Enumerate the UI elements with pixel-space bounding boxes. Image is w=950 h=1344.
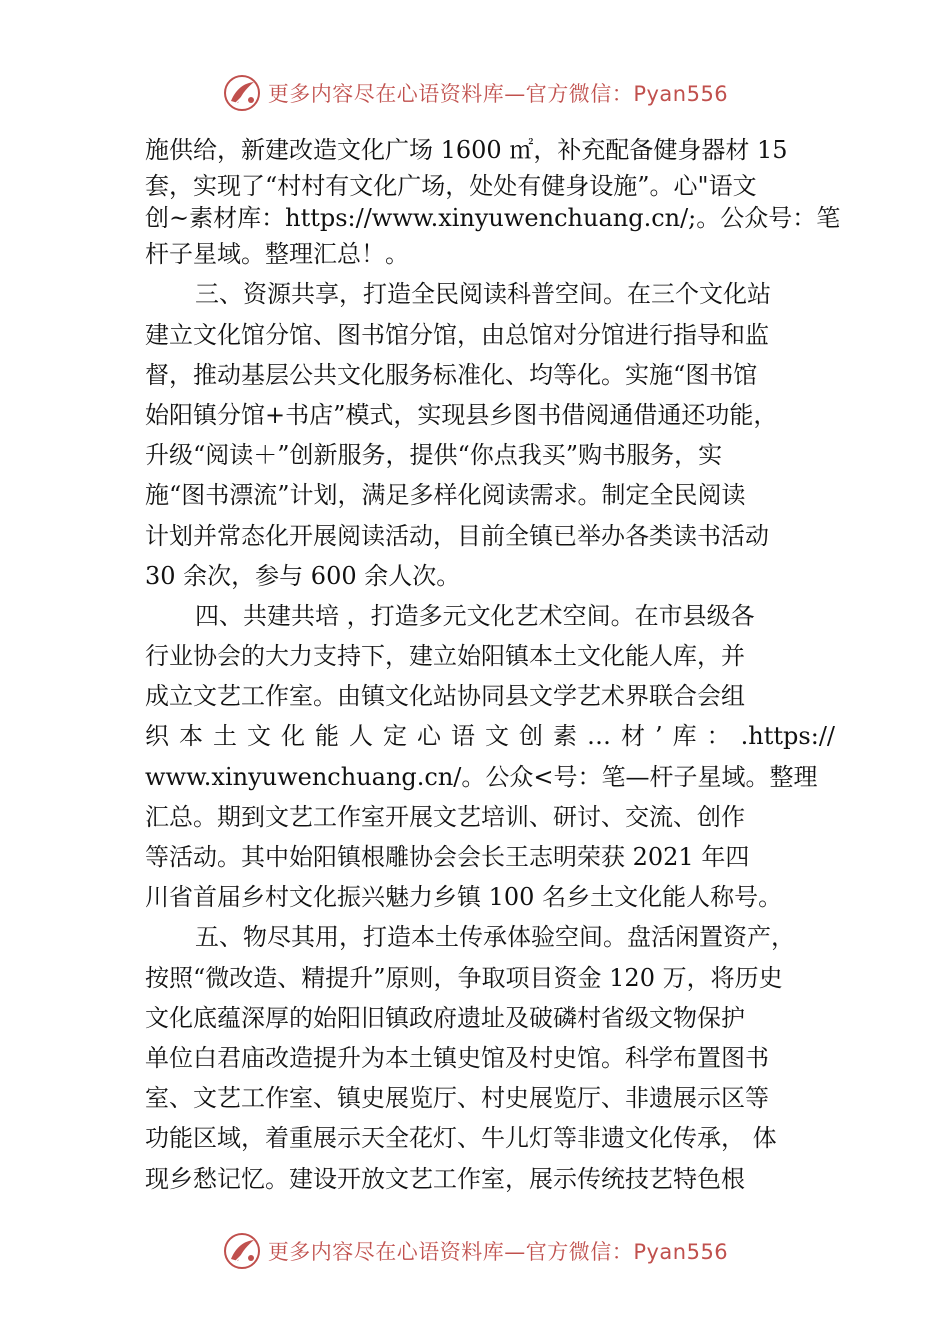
watermark-wechat-id: Pyan556: [633, 1240, 729, 1264]
text-line: 行业协会的大力支持下，建立始阳镇本土文化能人库，并: [145, 642, 745, 671]
text-line: 织本土文化能人定心语文创素…材’库：.https://: [145, 722, 835, 751]
text-line: 升级“阅读＋”创新服务，提供“你点我买”购书服务，实: [145, 441, 723, 470]
text-line: 功能区域，着重展示天全花灯、牛儿灯等非遗文化传承， 体: [145, 1124, 777, 1153]
text-line: 施“图书漂流”计划，满足多样化阅读需求。制定全民阅读: [145, 481, 746, 510]
watermark-text: [268, 1236, 728, 1266]
footer-watermark: [0, 1226, 950, 1276]
watermark-label: 更多内容尽在心语资料库—官方微信：: [267, 1240, 634, 1264]
text-line: www.xinyuwenchuang.cn/。公众<号：笔—杆子星域。整理: [145, 762, 818, 791]
text-line: 按照“微改造、精提升”原则，争取项目资金 120 万，将历史: [145, 963, 783, 992]
paragraph-5-start: 五、物尽其用，打造本土传承体验空间。盘活闲置资产，: [195, 923, 795, 952]
brand-logo-icon: [222, 73, 262, 113]
text-line: 现乡愁记忆。建设开放文艺工作室，展示传统技艺特色根: [145, 1164, 745, 1193]
paragraph-4-start: 四、共建共培 ，打造多元文化艺术空间。在市县级各: [195, 601, 755, 630]
text-line: 始阳镇分馆+书店”模式，实现县乡图书借阅通借通还功能，: [145, 400, 778, 429]
text-line: 室、文艺工作室、镇史展览厅、村史展览厅、非遗展示区等: [145, 1084, 769, 1113]
paragraph-3-start: 三、资源共享，打造全民阅读科普空间。在三个文化站: [195, 280, 771, 309]
brand-logo-icon: [222, 1231, 262, 1271]
text-line: 川省首届乡村文化振兴魅力乡镇 100 名乡土文化能人称号。: [145, 883, 783, 912]
text-line: 30 余次，参与 600 余人次。: [145, 561, 461, 590]
text-line: 杆子星域。整理汇总！。: [145, 240, 409, 269]
text-line: 计划并常态化开展阅读活动，目前全镇已举办各类读书活动: [145, 521, 769, 550]
text-line: 施供给，新建改造文化广场 1600 ㎡，补充配备健身器材 15: [145, 136, 788, 164]
text-line: 套，实现了“村村有文化广场，处处有健身设施”。心"语文: [145, 172, 757, 201]
document-body: [145, 130, 841, 1199]
watermark-text: [268, 78, 728, 108]
watermark-label: 更多内容尽在心语资料库—官方微信：: [267, 82, 634, 106]
text-line: 单位白君庙改造提升为本土镇史馆及村史馆。科学布置图书: [145, 1043, 769, 1072]
text-line: 创~素材库：https://www.xinyuwenchuang.cn/;。公众号：笔: [145, 204, 841, 233]
text-line: 汇总。期到文艺工作室开展文艺培训、研讨、交流、创作: [145, 802, 745, 831]
text-line: 建立文化馆分馆、图书馆分馆，由总馆对分馆进行指导和监: [145, 320, 769, 349]
text-line: 督，推动基层公共文化服务标准化、均等化。实施“图书馆: [145, 360, 758, 389]
text-line: 等活动。其中始阳镇根雕协会会长王志明荣获 2021 年四: [145, 843, 750, 871]
header-watermark: [0, 68, 950, 118]
watermark-wechat-id: Pyan556: [633, 82, 729, 106]
text-line: 成立文艺工作室。由镇文化站协同县文学艺术界联合会组: [145, 682, 745, 711]
text-line: 文化底蕴深厚的始阳旧镇政府遗址及破磷村省级文物保护: [145, 1003, 745, 1032]
